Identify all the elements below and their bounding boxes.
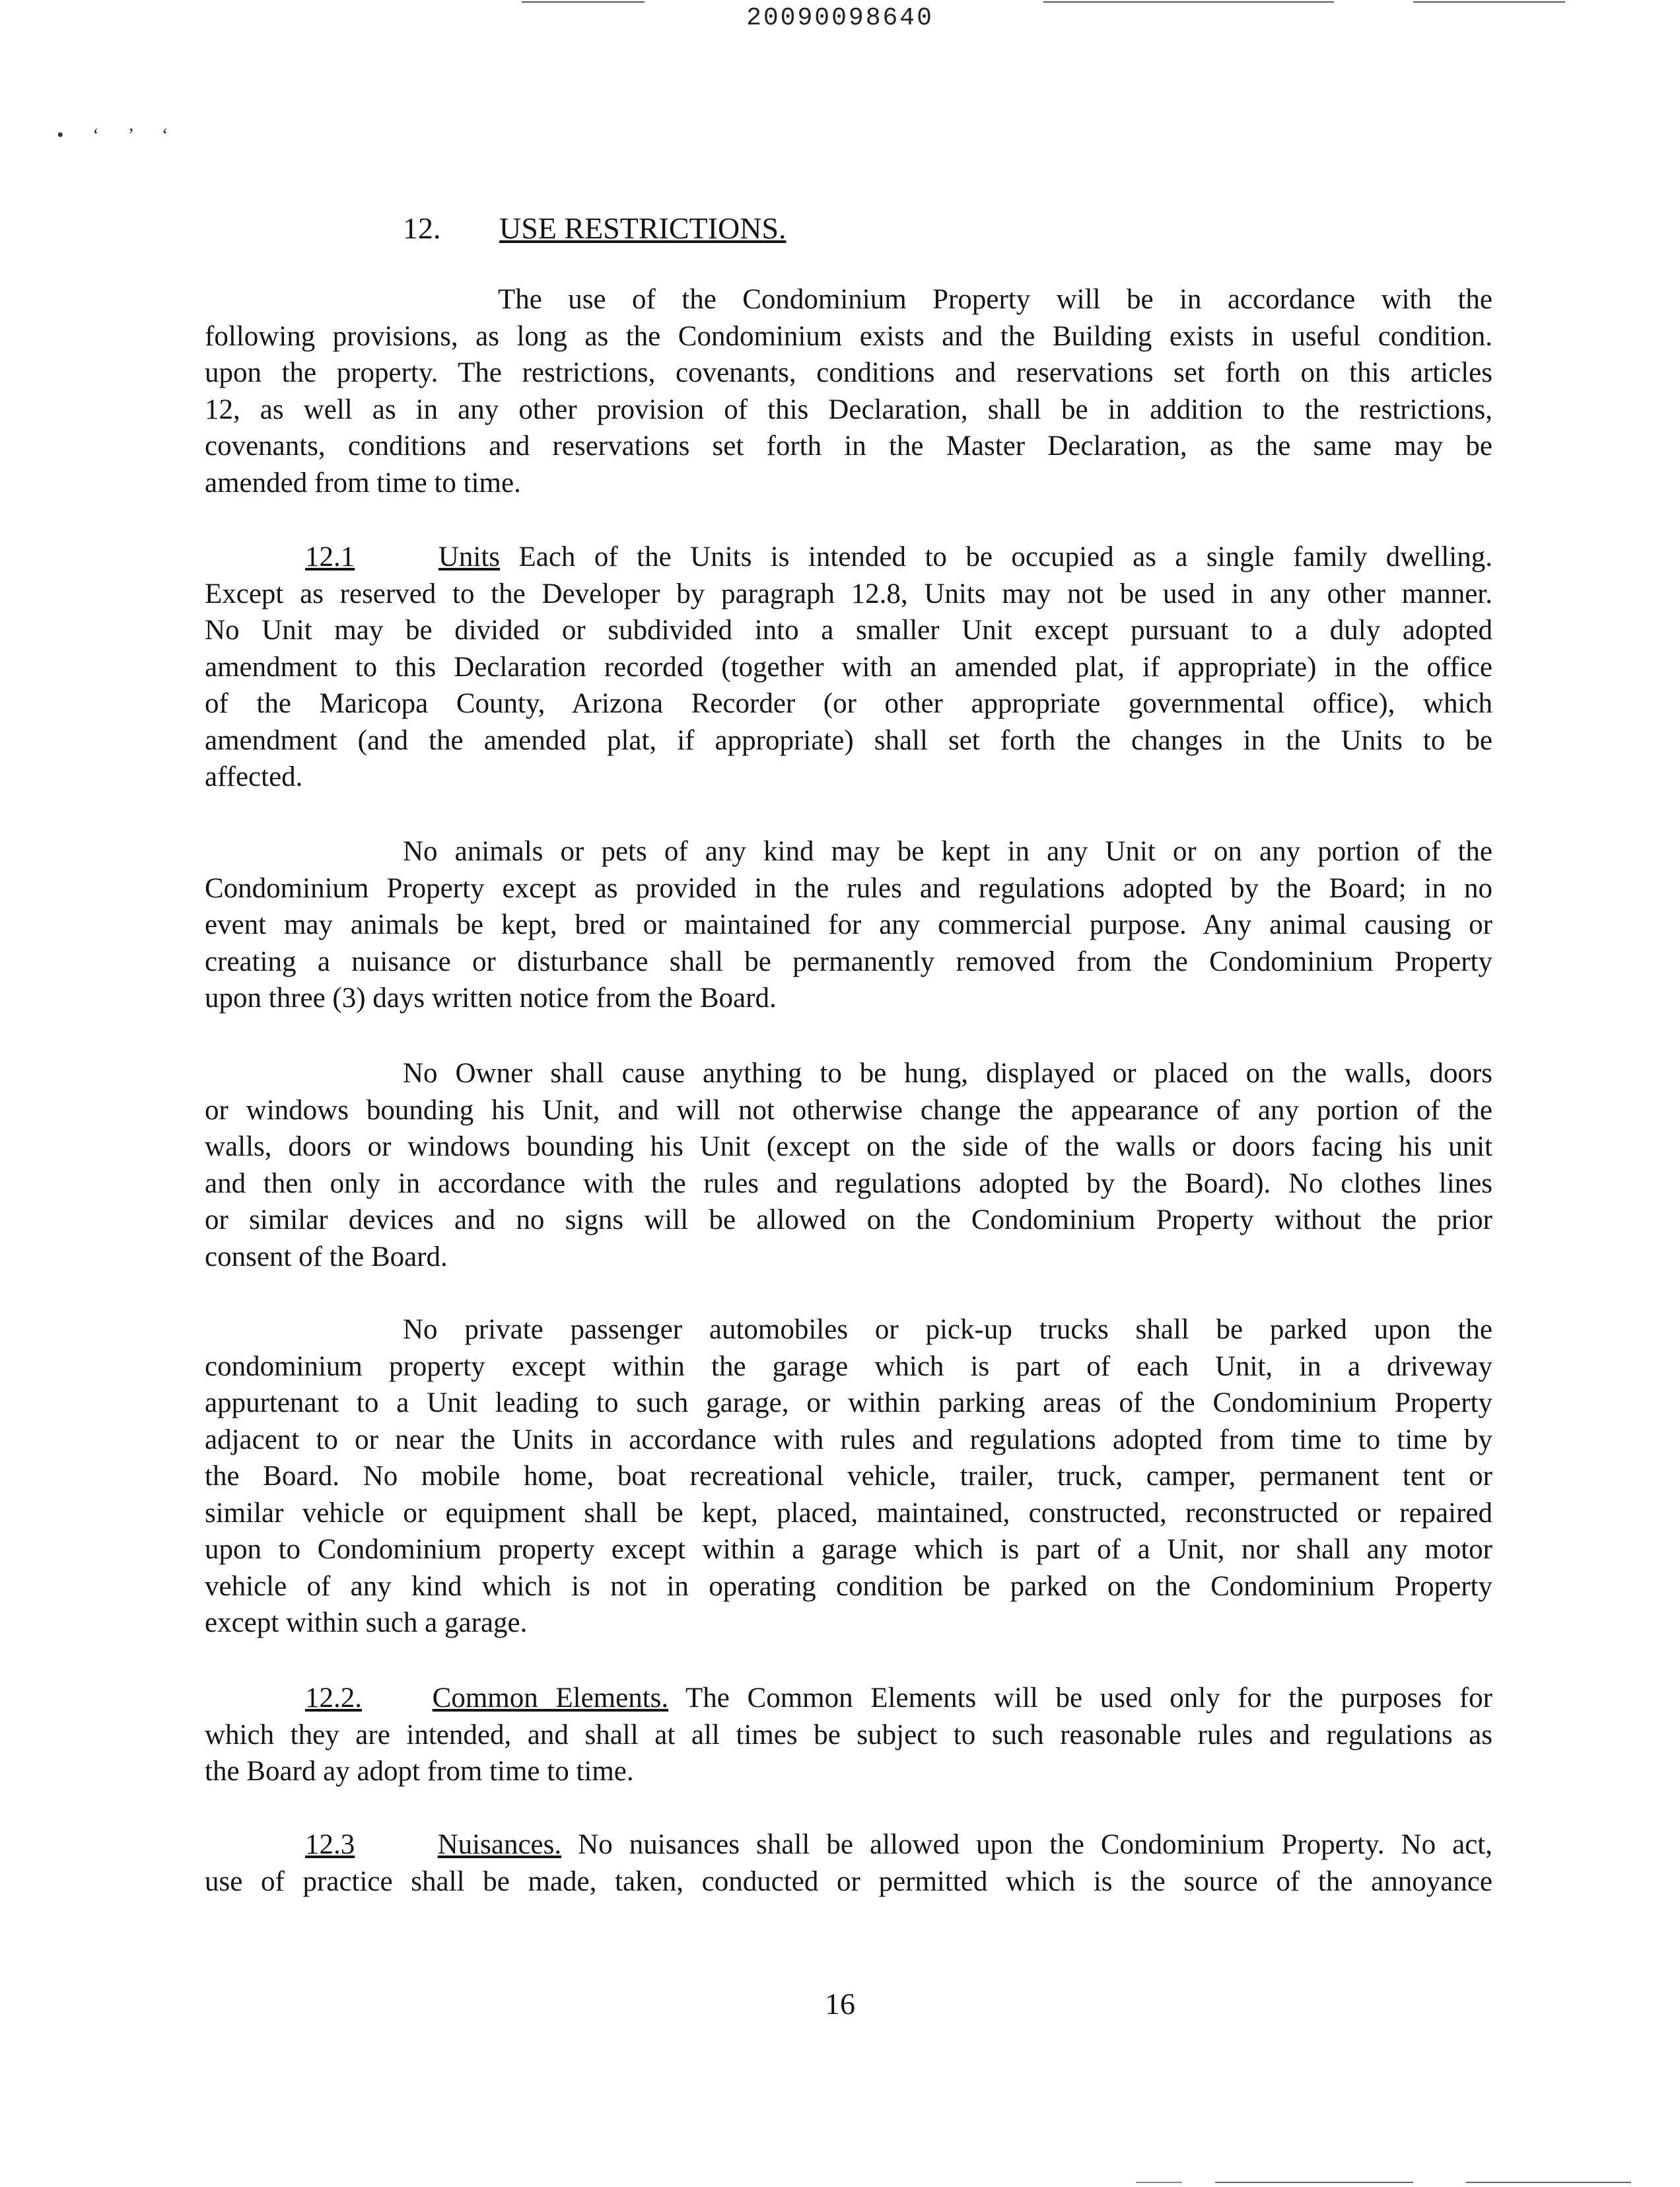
subsection-first-line	[205, 1680, 1492, 1717]
subsection-title: Common Elements.	[432, 1683, 669, 1714]
subsection-line: amendment (and the amended plat, if appropriate) shall set forth the changes in the Units to be	[205, 724, 1492, 756]
subsection-line: Except as reserved to the Developer by paragraph 12.8, Units may not be used in any other manner.	[205, 578, 1492, 609]
paragraph-line: adjacent to or near the Units in accordance with rules and regulations adopted from time to time by	[205, 1424, 1492, 1455]
recording-number: 20090098640	[746, 4, 934, 32]
subsection-line: affected.	[205, 761, 303, 792]
subsection-first-line	[205, 539, 1492, 576]
intro-line: covenants, conditions and reservations set forth in the Master Declaration, as the same may be	[205, 431, 1492, 462]
paragraph-line: No animals or pets of any kind may be kept in any Unit or on any portion of the	[403, 836, 1492, 867]
subsection-12-3	[205, 1826, 1492, 1900]
section-number: 12.	[403, 211, 441, 245]
page-number: 16	[825, 1987, 855, 2021]
paragraph-line: condominium property except within the garage which is part of each Unit, in a driveway	[205, 1350, 1492, 1382]
bottom-scan-rule-mid	[1215, 2182, 1413, 2183]
paragraph-line: except within such a garage.	[205, 1607, 528, 1638]
subsection-title: Units	[438, 541, 501, 573]
top-scan-rule-right	[1043, 1, 1334, 3]
subsection-12-2	[205, 1680, 1492, 1790]
intro-paragraph	[205, 281, 1492, 501]
subsection-line: amendment to this Declaration recorded (together with an amended plat, if appropriate) in the office	[205, 651, 1492, 683]
subsection-12-1	[205, 539, 1492, 796]
animals-paragraph	[205, 833, 1492, 1017]
intro-line: upon the property. The restrictions, covenants, conditions and reservations set forth on this articles	[205, 357, 1492, 388]
bottom-scan-rule-right	[1466, 2182, 1631, 2183]
subsection-first-line-text: No nuisances shall be allowed upon the Condominium Property. No act,	[561, 1829, 1493, 1860]
section-title: USE RESTRICTIONS.	[499, 211, 787, 245]
subsection-number: 12.3	[305, 1829, 355, 1860]
subsection-line: use of practice shall be made, taken, conducted or permitted which is the source of the annoyance	[205, 1865, 1492, 1897]
intro-line: following provisions, as long as the Condominium exists and the Building exists in useful condition.	[205, 320, 1492, 352]
subsection-line: which they are intended, and shall at all times be subject to such reasonable rules and regulations as	[205, 1719, 1492, 1751]
paragraph-line: similar vehicle or equipment shall be kept, placed, maintained, constructed, reconstructed or repaired	[205, 1497, 1492, 1529]
display-paragraph	[205, 1055, 1492, 1275]
paragraph-line: or similar devices and no signs will be allowed on the Condominium Property without the prior	[205, 1204, 1492, 1235]
paragraph-line: the Board. No mobile home, boat recreational vehicle, trailer, truck, camper, permanent tent or	[205, 1461, 1492, 1492]
intro-line: 12, as well as in any other provision of this Declaration, shall be in addition to the restrictions,	[205, 394, 1492, 425]
subsection-first-line	[205, 1826, 1492, 1863]
subsection-first-line-text: The Common Elements will be used only for the purposes for	[668, 1683, 1492, 1714]
paragraph-line: event may animals be kept, bred or maintained for any commercial purpose. Any animal causing or	[205, 909, 1492, 940]
subsection-number: 12.2.	[305, 1683, 362, 1714]
scan-specks: • ‘ ’ ‘	[57, 124, 180, 146]
subsection-line: No Unit may be divided or subdivided into a smaller Unit except pursuant to a duly adopted	[205, 615, 1492, 646]
paragraph-line: or windows bounding his Unit, and will not otherwise change the appearance of any portion of the	[205, 1094, 1492, 1126]
subsection-first-line-text: Each of the Units is intended to be occupied as a single family dwelling.	[500, 541, 1493, 573]
vehicles-paragraph	[205, 1311, 1492, 1642]
paragraph-line: creating a nuisance or disturbance shall be permanently removed from the Condominium Property	[205, 946, 1492, 977]
intro-line: The use of the Condominium Property will be in accordance with the	[498, 284, 1492, 315]
paragraph-line: walls, doors or windows bounding his Unit (except on the side of the walls or doors facing his unit	[205, 1131, 1492, 1162]
top-scan-rule-far-right	[1413, 1, 1565, 3]
paragraph-line: vehicle of any kind which is not in operating condition be parked on the Condominium Property	[205, 1570, 1492, 1602]
top-scan-rule-left	[522, 1, 645, 3]
paragraph-line: appurtenant to a Unit leading to such garage, or within parking areas of the Condominium Property	[205, 1387, 1492, 1418]
bottom-scan-rule-left	[1136, 2182, 1182, 2183]
paragraph-line: Condominium Property except as provided in the rules and regulations adopted by the Board; in no	[205, 872, 1492, 904]
paragraph-line: consent of the Board.	[205, 1241, 448, 1272]
paragraph-line: upon three (3) days written notice from the Board.	[205, 983, 777, 1014]
section-heading	[403, 210, 786, 247]
subsection-title: Nuisances.	[437, 1829, 562, 1860]
paragraph-line: No private passenger automobiles or pick-up trucks shall be parked upon the	[403, 1314, 1492, 1345]
subsection-number: 12.1	[305, 541, 355, 573]
paragraph-line: No Owner shall cause anything to be hung, displayed or placed on the walls, doors	[403, 1058, 1492, 1089]
intro-line: amended from time to time.	[205, 467, 521, 499]
paragraph-line: and then only in accordance with the rules and regulations adopted by the Board). No clothes lines	[205, 1167, 1492, 1199]
subsection-line: the Board ay adopt from time to time.	[205, 1756, 634, 1787]
paragraph-line: upon to Condominium property except within a garage which is part of a Unit, nor shall any motor	[205, 1534, 1492, 1565]
subsection-line: of the Maricopa County, Arizona Recorder (or other appropriate governmental office), which	[205, 688, 1492, 719]
